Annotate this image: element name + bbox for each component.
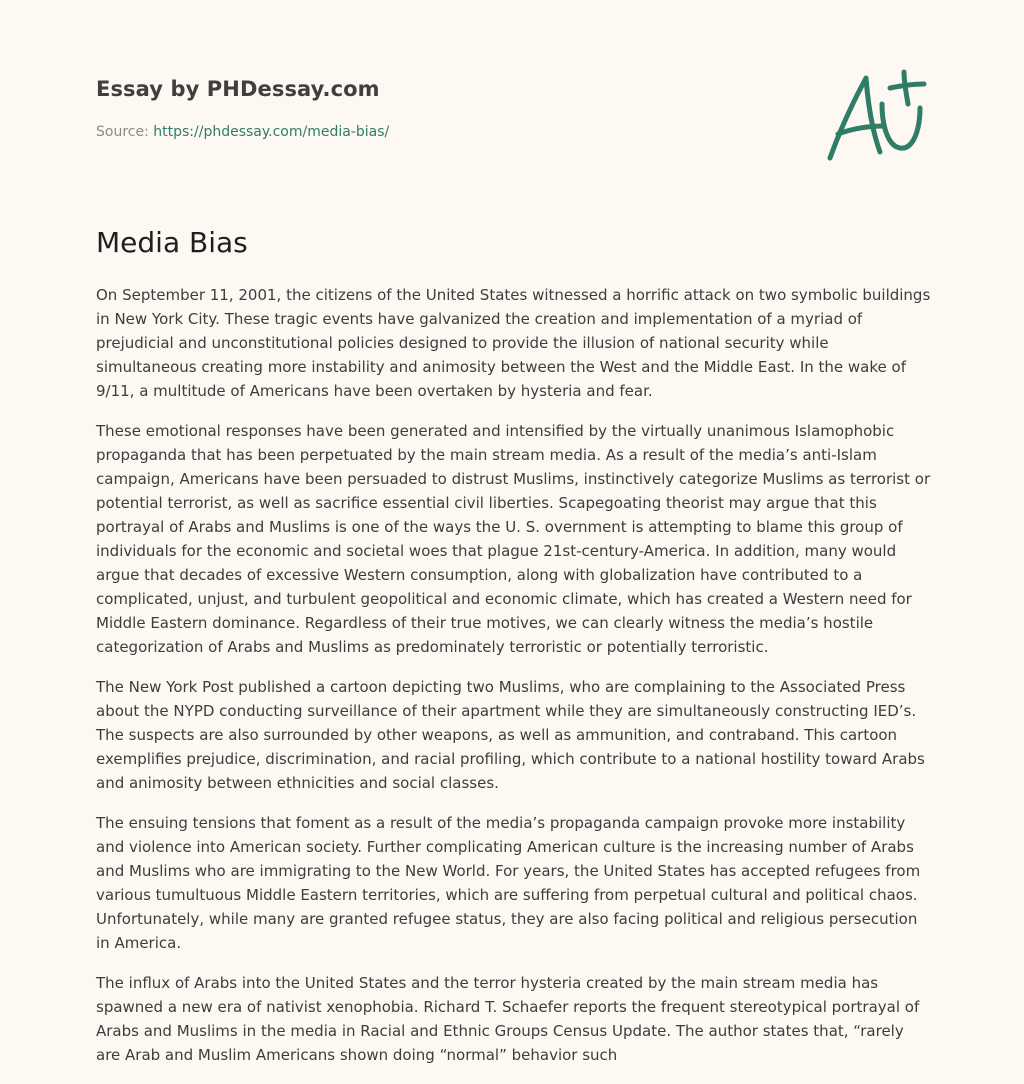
essay-body	[96, 283, 932, 1083]
a-plus-logo-icon	[824, 68, 928, 164]
source-line	[96, 124, 389, 140]
essay-paragraph: On September 11, 2001, the citizens of the United States witnessed a horrific attack on two symbolic buildings in New York City. These tragic events have galvanized the creation and implementation of a myriad of prejudicial and unconstitutional policies designed to provide the illusion of national security while simultaneous creating more instability and animosity between the West and the Middle East. In the wake of 9/11, a multitude of Americans have been overtaken by hysteria and fear.	[96, 286, 931, 400]
site-brand: Essay by PHDessay.com	[96, 77, 380, 101]
essay-paragraph: The influx of Arabs into the United States and the terror hysteria created by the main stream media has spawned a new era of nativist xenophobia. Richard T. Schaefer reports the frequent stereotypical portrayal of Arabs and Muslims in the media in Racial and Ethnic Groups Census Update. The author states that, “rarely are Arab and Muslim Americans shown doing “normal” behavior such	[96, 974, 920, 1064]
essay-title: Media Bias	[96, 226, 248, 259]
essay-paragraph: These emotional responses have been generated and intensified by the virtually unanimous Islamophobic propaganda that has been perpetuated by the main stream media. As a result of the media’s anti-Islam campaign, Americans have been persuaded to distrust Muslims, instinctively categorize Muslims as terrorist or potential terrorist, as well as sacrifice essential civil liberties. Scapegoating theorist may argue that this portrayal of Arabs and Muslims is one of the ways the U. S. overnment is attempting to blame this group of individuals for the economic and societal woes that plague 21st-century-America. In addition, many would argue that decades of excessive Western consumption, along with globalization have contributed to a complicated, unjust, and turbulent geopolitical and economic climate, which has created a Western need for Middle Eastern dominance. Regardless of their true motives, we can clearly witness the media’s hostile categorization of Arabs and Muslims as predominately terroristic or potentially terroristic.	[96, 422, 931, 656]
essay-paragraph: The New York Post published a cartoon depicting two Muslims, who are complaining to the Associated Press about the NYPD conducting surveillance of their apartment while they are simultaneously constructing IED’s. The suspects are also surrounded by other weapons, as well as ammunition, and contraband. This cartoon exemplifies prejudice, discrimination, and racial profiling, which contribute to a national hostility toward Arabs and animosity between ethnicities and social classes.	[96, 678, 925, 792]
source-link[interactable]: https://phdessay.com/media-bias/	[153, 124, 390, 140]
essay-paragraph: The ensuing tensions that foment as a result of the media’s propaganda campaign provoke more instability and violence into American society. Further complicating American culture is the increasing number of Arabs and Muslims who are immigrating to the New World. For years, the United States has accepted refugees from various tumultuous Middle Eastern territories, which are suffering from perpetual cultural and political chaos. Unfortunately, while many are granted refugee status, they are also facing political and religious persecution in America.	[96, 814, 921, 952]
source-label: Source:	[96, 124, 149, 140]
